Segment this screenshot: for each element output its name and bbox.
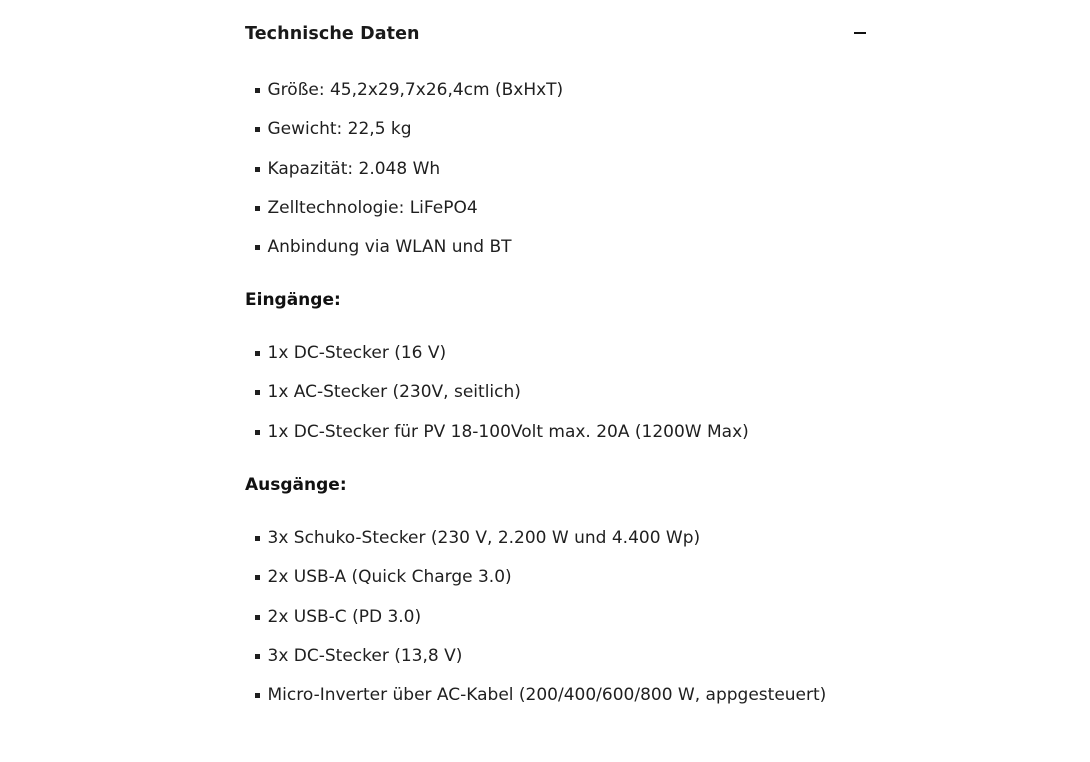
list-item-text: Kapazität: 2.048 Wh [267, 158, 441, 179]
list-item-text: 2x USB-C (PD 3.0) [267, 606, 422, 627]
accordion-header[interactable] [245, 0, 870, 68]
bullet-icon [255, 127, 260, 132]
list-item [245, 421, 885, 460]
list-item-text: Micro-Inverter über AC-Kabel (200/400/600/800 W, appgesteuert) [267, 685, 827, 706]
list-item-text: 2x USB-A (Quick Charge 3.0) [267, 567, 512, 588]
list-item [245, 645, 885, 684]
list-item [245, 342, 885, 381]
bullet-icon [255, 615, 260, 620]
list-item [245, 79, 885, 118]
list-item-text: 3x Schuko-Stecker (230 V, 2.200 W und 4.400 Wp) [267, 528, 701, 548]
list-item [245, 381, 885, 420]
list-item-text: 1x DC-Stecker für PV 18-100Volt max. 20A (1200W Max) [267, 421, 749, 442]
list-item-text: 3x DC-Stecker (13,8 V) [267, 645, 463, 666]
list-item [245, 118, 885, 157]
general-spec-list [245, 79, 885, 275]
list-item [245, 527, 885, 566]
bullet-icon [255, 245, 260, 250]
list-item [245, 684, 885, 723]
bullet-icon [255, 575, 260, 580]
technical-data-accordion [245, 0, 870, 706]
outputs-list [245, 527, 885, 723]
bullet-icon [255, 654, 260, 659]
bullet-icon [255, 167, 260, 172]
list-item-text: Gewicht: 22,5 kg [267, 119, 412, 140]
accordion-title: Technische Daten [245, 24, 420, 44]
bullet-icon [255, 430, 260, 435]
list-item [245, 197, 885, 236]
bullet-icon [255, 206, 260, 211]
bullet-icon [255, 536, 260, 541]
bullet-icon [255, 390, 260, 395]
bullet-icon [255, 693, 260, 698]
inputs-list [245, 342, 885, 460]
list-item [245, 606, 885, 645]
list-item-text: 1x AC-Stecker (230V, seitlich) [267, 382, 521, 403]
outputs-heading: Ausgänge: [245, 475, 347, 495]
list-item [245, 158, 885, 197]
list-item [245, 236, 885, 275]
list-item-text: Anbindung via WLAN und BT [267, 237, 512, 258]
list-item-text: Größe: 45,2x29,7x26,4cm (BxHxT) [267, 80, 564, 100]
bullet-icon [255, 88, 260, 93]
minus-icon[interactable] [854, 32, 866, 34]
list-item-text: 1x DC-Stecker (16 V) [267, 343, 447, 363]
list-item-text: Zelltechnologie: LiFePO4 [267, 197, 478, 218]
bullet-icon [255, 351, 260, 356]
inputs-heading: Eingänge: [245, 290, 341, 310]
list-item [245, 566, 885, 605]
